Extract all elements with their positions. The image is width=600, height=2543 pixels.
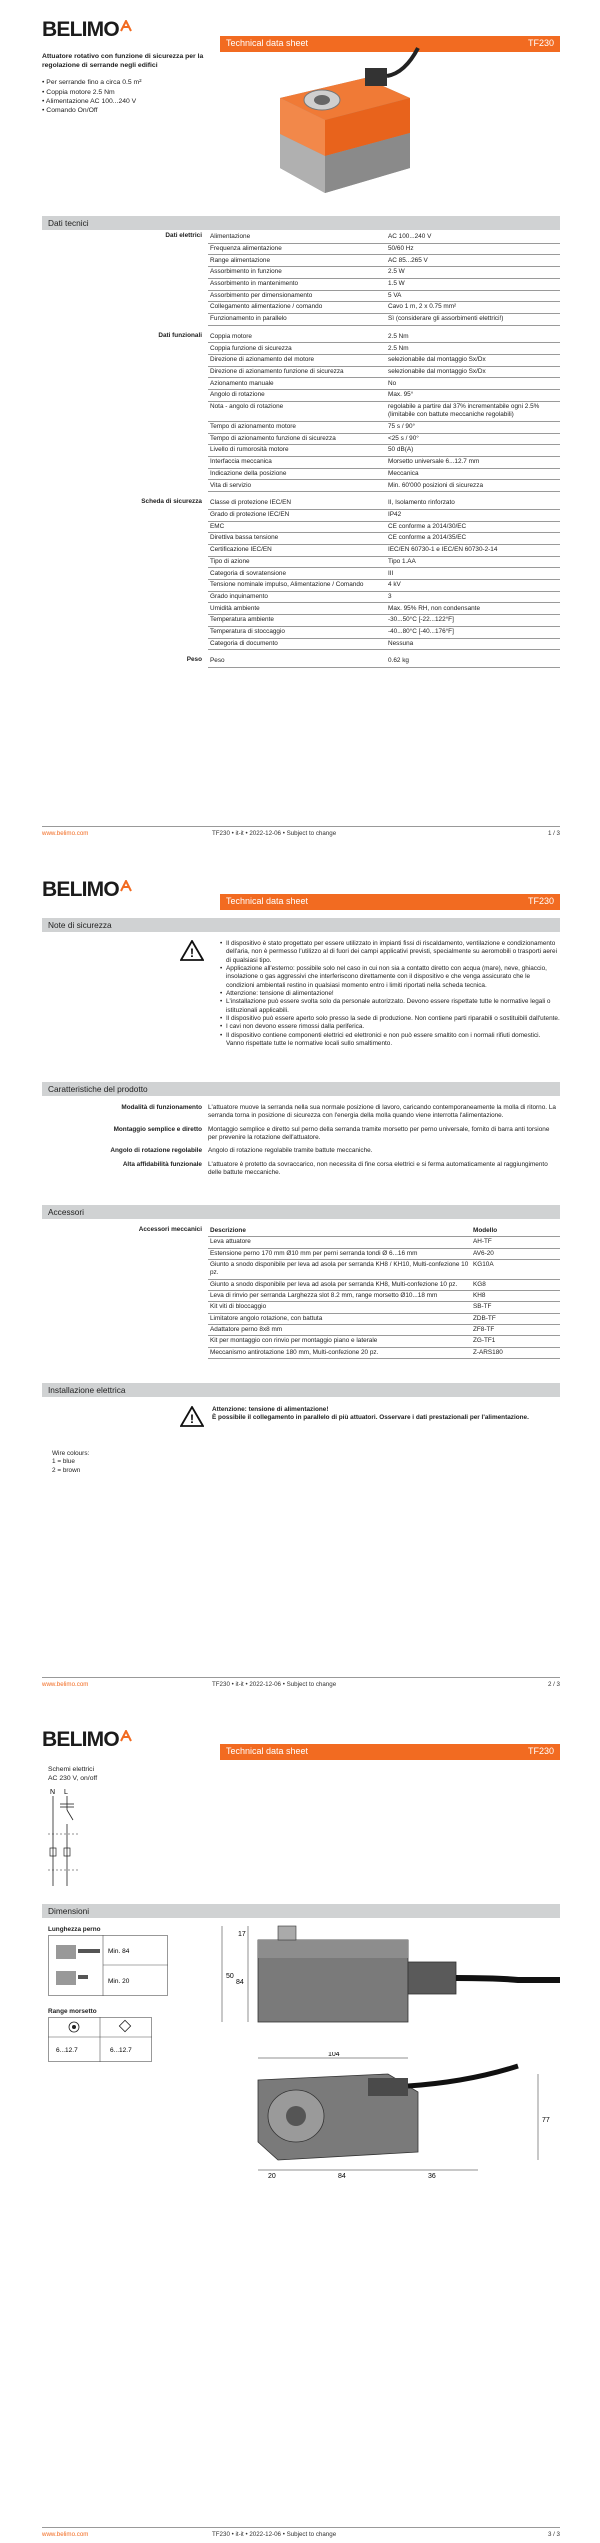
- table-row: Classe di protezione IEC/EN II, Isolamento rinforzato: [208, 498, 560, 510]
- dim-20: 20: [268, 2173, 276, 2180]
- table-row: Angolo di rotazione regolabile Angolo di rotazione regolabile tramite battute meccaniche.: [110, 1147, 373, 1155]
- section-heading-characteristics: Caratteristiche del prodotto: [42, 1082, 560, 1096]
- list-item: • Il dispositivo può essere aperto solo presso la sede di produzione. Non contiene parti riparabili o sostituibili dall'utente.: [210, 1015, 560, 1023]
- section-safety: [42, 498, 560, 650]
- shaft-length-title: Lunghezza perno: [48, 1926, 101, 1933]
- feature-item: • Comando On/Off: [42, 106, 212, 115]
- table-row: Temperatura di stoccaggio -40...80°C [-40...176°F]: [208, 627, 560, 639]
- footer-link[interactable]: www.belimo.com: [42, 2531, 89, 2538]
- page-footer: [42, 1677, 560, 1689]
- section-title: Dati elettrici: [165, 232, 202, 239]
- table-row: Direzione di azionamento funzione di sicurezza selezionabile dal montaggio Sx/Dx: [208, 367, 560, 379]
- wire-title: Wire colours:: [52, 1450, 90, 1457]
- feature-item: • Alimentazione AC 100...240 V: [42, 97, 212, 106]
- svg-text:!: !: [190, 946, 194, 960]
- section-heading-installation: Installazione elettrica: [42, 1383, 560, 1397]
- dim-77: 77: [542, 2117, 550, 2124]
- brand-logo: [42, 1726, 132, 1753]
- header-title: Technical data sheet: [226, 896, 309, 907]
- table-row: Adattatore perno 8x8 mm ZF8-TF: [208, 1325, 560, 1336]
- list-item: • L'installazione può essere svolta solo da personale autorizzato. Devono essere rispettate tutte le normative legali o istituzionali applicabili.: [210, 998, 560, 1015]
- table-row: Peso 0.62 kg: [208, 656, 560, 668]
- section-electrical: [42, 232, 560, 326]
- dim-84-horizontal: 84: [338, 2173, 346, 2180]
- warning-title: Attenzione: tensione di alimentazione!: [212, 1406, 329, 1413]
- table-row: Kit viti di bloccaggio SB-TF: [208, 1302, 560, 1313]
- table-row: Temperatura ambiente -30...50°C [-22...122°F]: [208, 615, 560, 627]
- schema-title: Schemi elettrici: [48, 1766, 95, 1773]
- header-model: TF230: [527, 896, 554, 907]
- feature-list: [42, 78, 212, 115]
- header-bar: [220, 1744, 560, 1760]
- feature-item: • Coppia motore 2.5 Nm: [42, 88, 212, 97]
- table-row: Nota - angolo di rotazione regolabile a partire dal 37% incrementabile ogni 2.5% (limitabile con battute meccaniche regolabili): [208, 402, 560, 422]
- clamp-square-range: 6...12.7: [110, 2047, 132, 2054]
- wiring-diagram: [48, 1786, 88, 1894]
- section-weight: [42, 656, 560, 668]
- section-functional: [42, 332, 560, 492]
- characteristics-table: [42, 1104, 560, 1182]
- table-row: EMC CE conforme a 2014/30/EC: [208, 522, 560, 534]
- section-heading-tech: Dati tecnici: [42, 216, 560, 230]
- table-row: Certificazione IEC/EN IEC/EN 60730-1 e IEC/EN 60730-2-14: [208, 545, 560, 557]
- table-row: Meccanismo antirotazione 180 mm, Multi-confezione 20 pz. Z-ARS180: [208, 1348, 560, 1359]
- table-row: Leva di rinvio per serranda Larghezza slot 8.2 mm, range morsetto Ø10...18 mm KH8: [208, 1291, 560, 1302]
- warning-icon: [180, 1406, 204, 1427]
- table-row: Leva attuatore AH-TF: [208, 1237, 560, 1248]
- brand-mark-icon: [120, 1730, 132, 1742]
- table-row: Coppia motore 2.5 Nm: [208, 332, 560, 344]
- table-row: Assorbimento per dimensionamento 5 VA: [208, 291, 560, 303]
- brand-name: BELIMO: [42, 1728, 119, 1751]
- schema-subtitle: AC 230 V, on/off: [48, 1774, 98, 1782]
- brand-logo: [42, 876, 132, 903]
- table-row: Umidità ambiente Max. 95% RH, non condensante: [208, 603, 560, 615]
- wire-item: 2 = brown: [52, 1466, 81, 1474]
- table-row: Azionamento manuale No: [208, 378, 560, 390]
- section-title: Peso: [186, 656, 202, 664]
- header-model: TF230: [527, 1746, 554, 1757]
- table-row: Direttiva bassa tensione CE conforme a 2014/35/EC: [208, 533, 560, 545]
- safety-notes: [180, 940, 560, 1048]
- list-item: • Applicazione all'esterno: possibile solo nel caso in cui non sia a contatto diretto con acqua (mare), neve, ghiaccio, insolazione o gas aggressivi che interferiscono direttamente con il dispositivo e che venga assicurato che le condizioni ambientali restino in qualsiasi momento entro i limiti riportati nella scheda tecnica.: [210, 965, 560, 990]
- shaft-min-20: Min. 20: [108, 1978, 130, 1985]
- table-row: Categoria di sovratensione III: [208, 568, 560, 580]
- table-row: Tensione nominale impulso, Alimentazione / Comando 4 kV: [208, 580, 560, 592]
- page-number: 3 / 3: [547, 2531, 560, 2538]
- table-row: Assorbimento in funzione 2.5 W: [208, 267, 560, 279]
- dim-84-vertical: 84: [236, 1979, 244, 1986]
- header-title: Technical data sheet: [226, 38, 309, 49]
- header-title: Technical data sheet: [226, 1746, 309, 1757]
- table-row: Assorbimento in mantenimento 1.5 W: [208, 279, 560, 291]
- table-row: Alimentazione AC 100...240 V: [208, 232, 560, 244]
- dim-50: 50: [226, 1973, 234, 1980]
- top-view-drawing: [218, 2052, 560, 2182]
- terminal-l: L: [64, 1789, 68, 1796]
- page-footer: [42, 826, 560, 838]
- footer-link[interactable]: www.belimo.com: [42, 830, 89, 837]
- page-footer: [42, 2527, 560, 2539]
- clamp-range-diagram: [48, 2017, 152, 2063]
- table-row: Giunto a snodo disponibile per leva ad asola per serranda KH8 / KH10, Multi-confezione 10 pz. KG10A: [208, 1260, 560, 1280]
- product-description: Attuatore rotativo con funzione di sicurezza per la regolazione di serrande negli edifici: [42, 53, 204, 70]
- installation-warning: [180, 1406, 560, 1427]
- clamp-range-title: Range morsetto: [48, 2008, 97, 2015]
- brand-logo: [42, 16, 132, 43]
- table-row: Interfaccia meccanica Morsetto universale 6...12.7 mm: [208, 457, 560, 469]
- wire-colours: [52, 1450, 89, 1475]
- section-heading-dimensions: Dimensioni: [42, 1904, 560, 1918]
- page-1: [0, 0, 600, 860]
- actuator-product-image: [270, 38, 420, 208]
- brand-mark-icon: [120, 20, 132, 32]
- list-item: • I cavi non devono essere rimossi dalla periferica.: [210, 1023, 560, 1031]
- page-3: [0, 1710, 600, 2543]
- page-number: 1 / 3: [547, 830, 560, 837]
- page-2: [0, 860, 600, 1710]
- dim-36: 36: [428, 2173, 436, 2180]
- table-row: Funzionamento in parallelo Sì (considerare gli assorbimenti elettrici!): [208, 314, 560, 326]
- brand-mark-icon: [120, 880, 132, 892]
- table-row: Tipo di azione Tipo 1.AA: [208, 557, 560, 569]
- table-row: Indicazione della posizione Meccanica: [208, 469, 560, 481]
- section-heading-safety: Note di sicurezza: [42, 918, 560, 932]
- table-row: Collegamento alimentazione / comando Cavo 1 m, 2 x 0.75 mm²: [208, 302, 560, 314]
- table-row: Livello di rumorosità motore 50 dB(A): [208, 445, 560, 457]
- brand-name: BELIMO: [42, 18, 119, 41]
- table-row: Grado inquinamento 3: [208, 592, 560, 604]
- table-row: Estensione perno 170 mm Ø10 mm per perni serranda tondi Ø 6...16 mm AV6-20: [208, 1249, 560, 1260]
- footer-link[interactable]: www.belimo.com: [42, 1681, 89, 1688]
- list-item: • Il dispositivo contiene componenti elettrici ed elettronici e non può essere smaltito con i normali rifiuti domestici. Vanno rispettate tutte le normative locali sullo smaltimento.: [210, 1032, 560, 1049]
- table-header: Descrizione Modello: [208, 1226, 560, 1237]
- product-intro: [42, 52, 212, 115]
- side-view-drawing: [218, 1922, 560, 2042]
- page-number: 2 / 3: [547, 1681, 560, 1688]
- shaft-length-diagram: [48, 1935, 168, 1999]
- dim-104: 104: [328, 2052, 340, 2058]
- list-item: • Il dispositivo è stato progettato per essere utilizzato in impianti fissi di riscaldamento, ventilazione e condizionamento dell'aria, non è permesso l'utilizzo al di fuori dei campi applicativi previsti, specialmente su aeromobili o trasporti aerei di qualsiasi tipo.: [210, 940, 560, 965]
- footer-meta: TF230 • it-it • 2022-12-06 • Subject to change: [212, 2531, 337, 2538]
- table-row: Range alimentazione AC 85...265 V: [208, 255, 560, 267]
- wiring-diagram-title: [48, 1766, 97, 1784]
- shaft-min-84: Min. 84: [108, 1948, 130, 1955]
- section-title: Scheda di sicurezza: [141, 498, 202, 506]
- footer-meta: TF230 • it-it • 2022-12-06 • Subject to change: [212, 1681, 337, 1688]
- table-row: Coppia funzione di sicurezza 2.5 Nm: [208, 343, 560, 355]
- table-row: Modalità di funzionamento L'attuatore muove la serranda nella sua normale posizione di lavoro, caricando contemporaneamente la molla di ritorno. La serranda torna in posizione di sicurezza con l'energia della molla quando viene interrotta l'alimentazione.: [121, 1104, 556, 1120]
- table-row: Montaggio semplice e diretto Montaggio semplice e diretto sul perno della serranda tramite morsetto per perno universale, fornito di barra anti torsione per prevenire la rotazione dell'attuatore.: [113, 1125, 550, 1141]
- terminal-n: N: [50, 1789, 56, 1796]
- table-row: Tempo di azionamento funzione di sicurezza <25 s / 90°: [208, 434, 560, 446]
- table-row: Frequenza alimentazione 50/60 Hz: [208, 244, 560, 256]
- dim-17: 17: [238, 1931, 246, 1938]
- wire-item: 1 = blue: [52, 1458, 75, 1466]
- footer-meta: TF230 • it-it • 2022-12-06 • Subject to change: [212, 830, 337, 837]
- table-row: Direzione di azionamento del motore selezionabile dal montaggio Sx/Dx: [208, 355, 560, 367]
- header-bar: [220, 894, 560, 910]
- table-row: Vita di servizio Min. 60'000 posizioni di sicurezza: [208, 480, 560, 492]
- table-row: Alta affidabilità funzionale L'attuatore è protetto da sovraccarico, non necessita di fine corsa elettrici e si ferma automaticamente al raggiungimento delle battute meccaniche.: [122, 1160, 548, 1176]
- table-row: Kit per montaggio con rinvio per montaggio piano e laterale ZG-TF1: [208, 1336, 560, 1347]
- brand-name: BELIMO: [42, 878, 119, 901]
- header-model: TF230: [527, 38, 554, 49]
- table-row: Grado di protezione IEC/EN IP42: [208, 510, 560, 522]
- table-row: Categoria di documento Nessuna: [208, 639, 560, 651]
- accessories-table: [208, 1226, 560, 1359]
- svg-text:!: !: [190, 1412, 194, 1426]
- clamp-round-range: 6...12.7: [56, 2047, 78, 2054]
- warning-text: È possibile il collegamento in parallelo di più attuatori. Osservare i dati prestazionali per l'alimentazione.: [212, 1414, 529, 1422]
- table-row: Giunto a snodo disponibile per leva ad asola per serranda KH8, Multi-confezione 10 pz. KG8: [208, 1280, 560, 1291]
- list-item: • Attenzione: tensione di alimentazione!: [210, 990, 560, 998]
- section-title: Dati funzionali: [158, 331, 202, 339]
- feature-item: • Per serrande fino a circa 0.5 m²: [42, 78, 212, 87]
- table-row: Angolo di rotazione Max. 95°: [208, 390, 560, 402]
- table-row: Tempo di azionamento motore 75 s / 90°: [208, 422, 560, 434]
- technical-data-table: [42, 232, 560, 674]
- accessories-label: Accessori meccanici: [138, 1226, 202, 1233]
- section-heading-accessories: Accessori: [42, 1205, 560, 1219]
- table-row: Limitatore angolo rotazione, con battuta ZDB-TF: [208, 1314, 560, 1325]
